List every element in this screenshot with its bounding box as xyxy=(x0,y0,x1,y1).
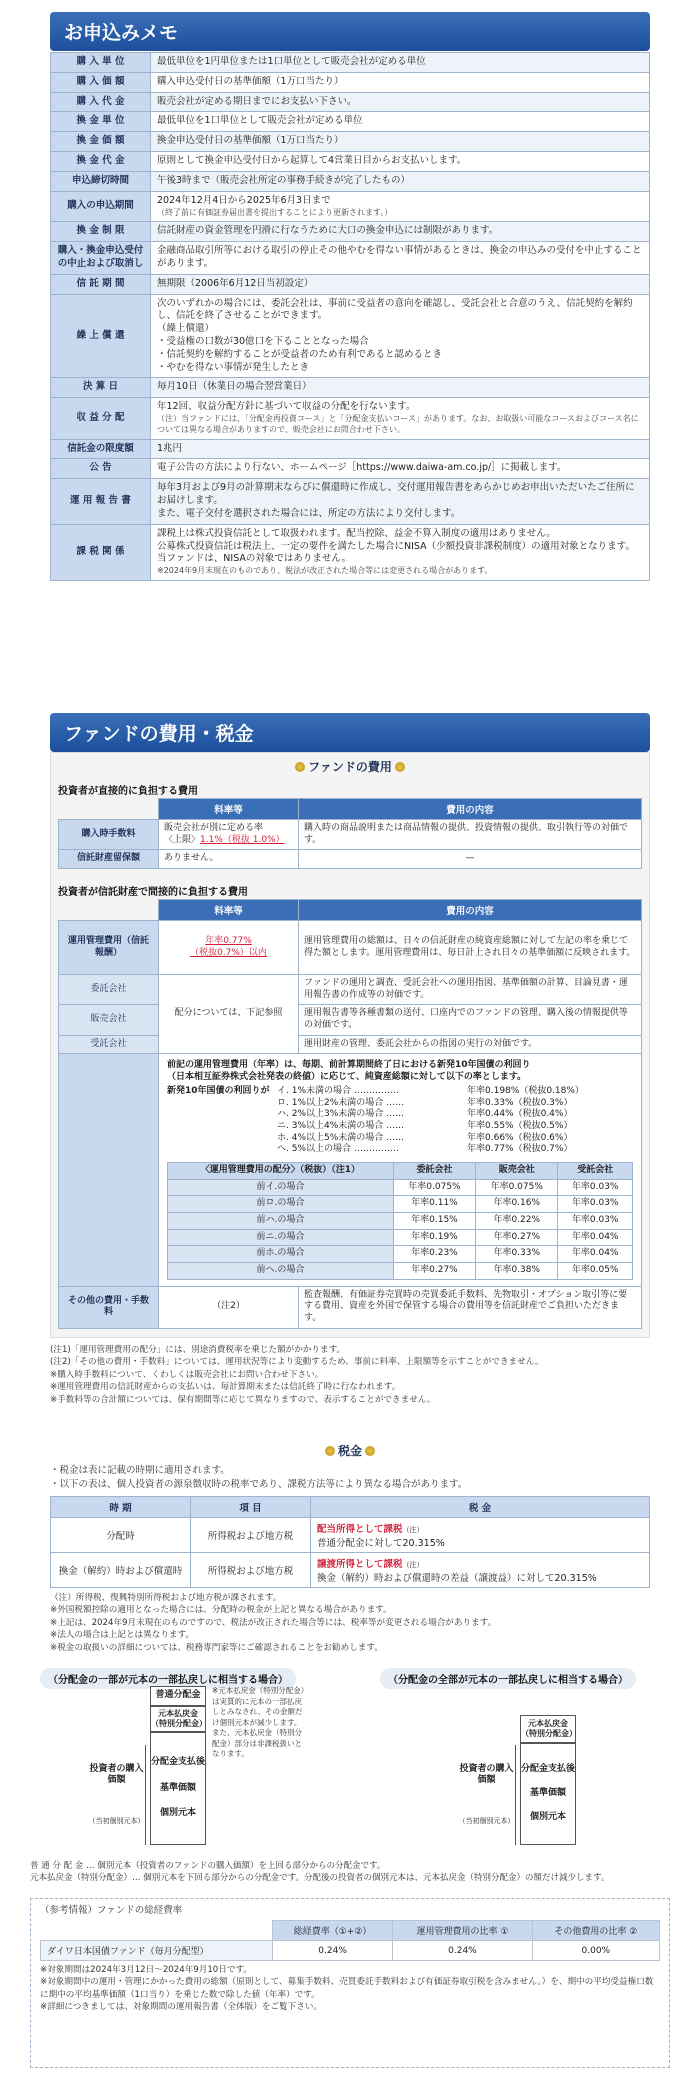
memo-value: 午後3時まで（販売会社所定の事務手続きが完了したもの） xyxy=(151,171,650,191)
tax-intro: ・税金は表に記載の時期に適用されます。 ・以下の表は、個人投資者の源泉徴収時の税率であり、課税方法等により異なる場合があります。 xyxy=(50,1465,468,1490)
after-box-left: 分配金支払後 基準価額 個別元本 xyxy=(150,1732,206,1845)
indirect-cost-table: 料率等 費用の内容 運用管理費用（信託報酬） 年率0.77% （税抜0.7%）以内 運用管理費用の総額は、日々の信託財産の純資産総額に対して左記の率を乗じて得た額とします。運用管理費用は、毎日計上され日々の基準価額に反映されます。 委託会社 配分については、下記参照 ファンドの運用と調査、受託会社への運用指図、基準価額の計算、目論見書・運用報告書の作成等の対価です。 販売会社 運用報告書等各種書類の送付、口座内でのファンドの管理、購入後の情報提供等の対価です。 受託会社 運用財産の管理、委託会社からの指図の実行の対価です。 前記の運用管理費用（年率）は、毎期、前計算期間終了日における新発10年国債の利回り （日本相互証券株式会社発表の終値）に応じて、純資産総額に対して以下の率とします。 新発10年国債の利回りが イ. 1%未満の場合 …………… 年率0.198%（税抜0.18%） ロ. 1%以上2%未満の場合 …… 年率0.33%（税抜0.3%） ハ. 2%以上3%未満の場合 …… 年率0.44%（税抜0.4%） ニ. 3%以上4%未満の場合 …… 年率0.55%（税抜0.5%） ホ. 4%以上5%未満の場合 …… 年率0.66%（税抜0.6%） ヘ. 5%以上の場合 …………… 年率0.77%（税抜0.7%） 〈運用管理費用の配分〉（税抜）（注1） 委託会社 販売会社 受託会社 前イ.の場合 年率0.075% 年率0.075% 年率0.03% 前ロ.の場合 年率0.11% 年率0.16% 年率0.03% 前ハ.の場合 年率0.15% 年率0.22% 年率0.03% 前ニ.の場合 年率0.19% 年率0.27% 年率0.04% 前ホ.の場合 年率0.23% 年率0.33% 年率0.04% 前ヘ.の場合 年率0.27% 年率0.38% 年率0.05% その他の費用・手数料 （注2） 監査報酬、有価証券売買時の売買委託手数料、先物取引・オプション取引等に要する費用、資産を外国で保管する場合の費用等を信託財産でご負担いただきます。 xyxy=(58,899,642,1329)
memo-row xyxy=(51,112,650,132)
memo-value: 信託財産の資金管理を円滑に行なうために大口の換金申込には制限があります。 xyxy=(151,222,650,242)
note-line: ※運用管理費用の信託財産からの支払いは、毎計算期末または信託終了時に行なわれます。 xyxy=(50,1382,401,1393)
memo-value: 販売会社が定める期日までにお支払い下さい。 xyxy=(151,92,650,112)
note-line: ※対象期間は2024年3月12日～2024年9月10日です。 xyxy=(40,1965,252,1975)
memo-key: 決 算 日 xyxy=(51,378,151,398)
note-line: ※対象期間中の運用・管理にかかった費用の総額（原則として、募集手数料、売買委託手数料および有価証券取引税を含みません。）を、期中の平均受益権口数に期中の平均基準価額（1口当り）を乗じた数で除した値（年率）です。 xyxy=(40,1977,654,2000)
memo-key: 購 入 代 金 xyxy=(51,92,151,112)
fee-section-title: ファンドの費用・税金 xyxy=(50,713,650,752)
memo-value: 次のいずれかの場合には、委託会社は、事前に受益者の意向を確認し、受託会社と合意のうえ、信託契約を解約し、信託を終了させることができます。 （繰上償還） ・受益権の口数が30億口を下ることとなった場合 ・信託契約を解約することが受益者のため有利であると認めるとき ・やむを得ない事情が発生したとき xyxy=(151,294,650,378)
memo-value: 原則として換金申込受付日から起算して4営業日目からお支払いします。 xyxy=(151,152,650,172)
memo-key: 換 金 価 額 xyxy=(51,132,151,152)
allocation-row: 前ヘ.の場合 年率0.27% 年率0.38% 年率0.05% xyxy=(168,1263,633,1280)
memo-table xyxy=(50,52,650,581)
gold-dot-icon xyxy=(295,762,305,772)
reference-notes xyxy=(40,1964,660,2014)
allocation-table: 〈運用管理費用の配分〉（税抜）（注1） 委託会社 販売会社 受託会社 前イ.の場合 年率0.075% 年率0.075% 年率0.03% 前ロ.の場合 年率0.11% 年率0.16% 年率0.03% 前ハ.の場合 年率0.15% 年率0.22% 年率0.03% 前ニ.の場合 年率0.19% 年率0.27% 年率0.04% 前ホ.の場合 年率0.23% 年率0.33% 年率0.04% 前ヘ.の場合 年率0.27% 年率0.38% 年率0.05% xyxy=(167,1162,633,1280)
investor-price-right: 投資者の購入価額 （当初個別元本） xyxy=(458,1745,516,1845)
tax-table: 時 期 項 目 税 金 分配時 所得税および地方税 配当所得として課税（注） 普通分配金に対して20.315% 換金（解約）時および償還時 所得税および地方税 譲渡所得として課税（注） 換金（解約）時および償還時の差益（譲渡益）に対して20.315% xyxy=(50,1496,650,1588)
futsu-box-left: 普通分配金 xyxy=(150,1686,206,1706)
jgb-rate-item: イ. 1%未満の場合 …………… 年率0.198%（税抜0.18%） xyxy=(277,1085,584,1096)
allocation-row: 前ニ.の場合 年率0.19% 年率0.27% 年率0.04% xyxy=(168,1229,633,1246)
memo-key: 運 用 報 告 書 xyxy=(51,479,151,524)
memo-row xyxy=(51,191,650,222)
jgb-rate-item: ニ. 3%以上4%未満の場合 …… 年率0.55%（税抜0.5%） xyxy=(277,1120,573,1131)
memo-row xyxy=(51,53,650,73)
memo-key: 公 告 xyxy=(51,459,151,479)
fee-sub-title: ファンドの費用 xyxy=(0,758,700,775)
memo-key: 換 金 単 位 xyxy=(51,112,151,132)
memo-key: 繰 上 償 還 xyxy=(51,294,151,378)
memo-row xyxy=(51,274,650,294)
memo-row xyxy=(51,459,650,479)
investor-price-left: 投資者の購入価額 （当初個別元本） xyxy=(88,1745,146,1845)
memo-value: 課税上は株式投資信託として取扱われます。配当控除、益金不算入制度の適用はありません。 公募株式投資信託は税法上、一定の要件を満たした場合にNISA（少額投資非課税制度）の適用対象となります。 当ファンドは、NISAの対象ではありません。 ※2024年9月末現在のものであり、税法が改正された場合等には変更される場合があります。 xyxy=(151,524,650,580)
memo-value: 最低単位を1円単位または1口単位として販売会社が定める単位 xyxy=(151,53,650,73)
tax-notes xyxy=(50,1592,496,1654)
memo-key: 課 税 関 係 xyxy=(51,524,151,580)
note-line: ※手数料等の合計額については、保有期間等に応じて異なりますので、表示することができません。 xyxy=(50,1394,436,1405)
allocation-row: 前ハ.の場合 年率0.15% 年率0.22% 年率0.03% xyxy=(168,1213,633,1230)
note-line: ※詳細につきましては、対象期間の運用報告書（全体版）をご覧下さい。 xyxy=(40,2002,323,2013)
memo-value: 無期限（2006年6月12日当初設定） xyxy=(151,274,650,294)
note-line: ※法人の場合は上記とは異なります。 xyxy=(50,1630,195,1641)
jgb-rate-list xyxy=(277,1086,584,1156)
memo-row xyxy=(51,222,650,242)
allocation-row: 前イ.の場合 年率0.075% 年率0.075% 年率0.03% xyxy=(168,1179,633,1196)
memo-row xyxy=(51,132,650,152)
memo-section-title: お申込みメモ xyxy=(50,12,650,51)
memo-value: 毎月10日（休業日の場合翌営業日） xyxy=(151,378,650,398)
moto-box-left: 元本払戻金（特別分配金） xyxy=(150,1706,206,1732)
memo-value: 金融商品取引所等における取引の停止その他やむを得ない事情があるときは、換金の申込みの受付を中止することがあります。 xyxy=(151,242,650,275)
memo-row xyxy=(51,378,650,398)
memo-key: 購 入 単 位 xyxy=(51,53,151,73)
memo-row xyxy=(51,171,650,191)
indirect-cost-label: 投資者が信託財産で間接的に負担する費用 xyxy=(58,887,248,898)
note-line: ※税金の取扱いの詳細については、税務専門家等にご確認されることをお勧めします。 xyxy=(50,1642,383,1653)
note-line: （注）所得税、復興特別所得税および地方税が課されます。 xyxy=(50,1593,282,1603)
memo-key: 購 入 価 額 xyxy=(51,72,151,92)
reference-title: （参考情報）ファンドの総経費率 xyxy=(40,1905,183,1916)
memo-key: 信託金の限度額 xyxy=(51,439,151,459)
memo-key: 換 金 代 金 xyxy=(51,152,151,172)
moto-box-right: 元本払戻金（特別分配金） xyxy=(520,1715,576,1743)
note-line: (注1)「運用管理費用の配分」には、別途消費税率を乗じた額がかかります。 xyxy=(50,1345,346,1355)
memo-row xyxy=(51,242,650,275)
diagram-left-title: （分配金の一部が元本の一部払戻しに相当する場合） xyxy=(40,1668,296,1689)
memo-key: 購入・換金申込受付の中止および取消し xyxy=(51,242,151,275)
allocation-row: 前ロ.の場合 年率0.11% 年率0.16% 年率0.03% xyxy=(168,1196,633,1213)
gold-dot-icon xyxy=(325,1446,335,1456)
note-line: ※外国税額控除の適用となった場合には、分配時の税金が上記と異なる場合があります。 xyxy=(50,1605,392,1616)
memo-row xyxy=(51,439,650,459)
gold-dot-icon xyxy=(395,762,405,772)
memo-key: 信 託 期 間 xyxy=(51,274,151,294)
memo-value: 電子公告の方法により行ない、ホームページ［https://www.daiwa-am.co.jp/］に掲載します。 xyxy=(151,459,650,479)
jgb-rate-item: ホ. 4%以上5%未満の場合 …… 年率0.66%（税抜0.6%） xyxy=(277,1132,573,1143)
memo-key: 収 益 分 配 xyxy=(51,398,151,439)
memo-row xyxy=(51,92,650,112)
note-line: ※購入時手数料について、くわしくは販売会社にお問い合わせ下さい。 xyxy=(50,1369,324,1380)
direct-cost-table: 料率等 費用の内容 購入時手数料 販売会社が別に定める率 〈上限〉1.1%（税抜 1.0%） 購入時の商品説明または商品情報の提供、投資情報の提供、取引執行等の対価です。 信託財産留保額 ありません。 — xyxy=(58,798,642,869)
diagram-side-note: ※元本払戻金（特別分配金）は実質的に元本の一部払戻しとみなされ、その金額だけ個別元本が減少します。また、元本払戻金（特別分配金）部分は非課税扱いとなります。 xyxy=(212,1686,305,1758)
allocation-row: 前ホ.の場合 年率0.23% 年率0.33% 年率0.04% xyxy=(168,1246,633,1263)
direct-cost-label: 投資者が直接的に負担する費用 xyxy=(58,786,198,797)
memo-key: 購入の申込期間 xyxy=(51,191,151,222)
memo-value: 1兆円 xyxy=(151,439,650,459)
memo-row xyxy=(51,398,650,439)
memo-row xyxy=(51,72,650,92)
diagram-definitions: 普 通 分 配 金 … 個別元本（投資者のファンドの購入価額）を上回る部分からの分配金です。 元本払戻金（特別分配金）… 個別元本を下回る部分からの分配金です。分配後の投資者の個別元本は、元本払戻金（特別分配金）の額だけ減少します。 xyxy=(30,1861,610,1884)
memo-key: 申込締切時間 xyxy=(51,171,151,191)
memo-value: 購入申込受付日の基準価額（1万口当たり） xyxy=(151,72,650,92)
note-line: ※上記は、2024年9月末現在のものですので、税法が改正された場合等には、税率等が変更される場合があります。 xyxy=(50,1617,497,1628)
memo-value: 2024年12月4日から2025年6月3日まで （終了前に有価証券届出書を提出することにより更新されます。） xyxy=(151,191,650,222)
memo-row xyxy=(51,479,650,524)
memo-value: 最低単位を1口単位として販売会社が定める単位 xyxy=(151,112,650,132)
tax-sub-title: 税金 xyxy=(0,1442,700,1459)
memo-row xyxy=(51,152,650,172)
reference-table: 総経費率（①+②） 運用管理費用の比率 ① その他費用の比率 ② ダイワ日本国債ファンド（毎月分配型） 0.24% 0.24% 0.00% xyxy=(40,1920,660,1961)
memo-row xyxy=(51,524,650,580)
memo-value: 換金申込受付日の基準価額（1万口当たり） xyxy=(151,132,650,152)
after-box-right: 分配金支払後 基準価額 個別元本 xyxy=(520,1743,576,1845)
jgb-rate-item: ハ. 2%以上3%未満の場合 …… 年率0.44%（税抜0.4%） xyxy=(277,1109,573,1120)
jgb-rate-item: ヘ. 5%以上の場合 …………… 年率0.77%（税抜0.7%） xyxy=(277,1144,573,1155)
memo-key: 換 金 制 限 xyxy=(51,222,151,242)
jgb-rate-item: ロ. 1%以上2%未満の場合 …… 年率0.33%（税抜0.3%） xyxy=(277,1097,573,1108)
memo-row xyxy=(51,294,650,378)
fee-notes xyxy=(50,1344,543,1406)
diagram-right-title: （分配金の全部が元本の一部払戻しに相当する場合） xyxy=(380,1668,636,1689)
memo-value: 年12回、収益分配方針に基づいて収益の分配を行ないます。 （注）当ファンドには、「分配金再投資コース」と「分配金支払いコース」があります。なお、お取扱い可能なコースおよびコース名については異なる場合がありますので、販売会社にお問合わせ下さい。 xyxy=(151,398,650,439)
note-line: (注2)「その他の費用・手数料」については、運用状況等により変動するため、事前に料率、上限額等を示すことができません。 xyxy=(50,1357,544,1368)
memo-value: 毎年3月および9月の計算期末ならびに償還時に作成し、交付運用報告書をあらかじめお申出いただいたご住所にお届けします。 また、電子交付を選択された場合には、所定の方法により交付します。 xyxy=(151,479,650,524)
gold-dot-icon xyxy=(365,1446,375,1456)
